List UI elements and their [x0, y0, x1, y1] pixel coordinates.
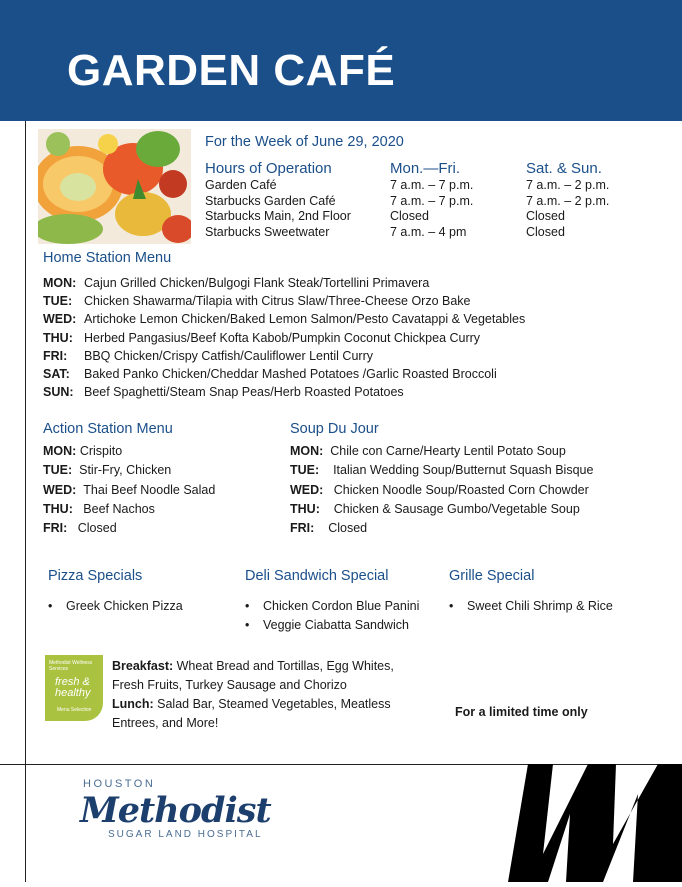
weekend-hours: Closed — [526, 209, 565, 223]
header-band — [0, 0, 682, 121]
list-item — [43, 519, 215, 538]
weekend-hours: Closed — [526, 224, 565, 239]
home-station-title: Home Station Menu — [43, 250, 172, 266]
location-name: Starbucks Main, 2nd Floor — [205, 209, 351, 223]
logo-houston-text: HOUSTON — [83, 778, 156, 790]
day-label: TUE: — [43, 463, 73, 478]
list-item — [290, 481, 593, 500]
hours-row — [205, 209, 645, 225]
grille-special-title: Grille Special — [449, 568, 535, 584]
day-label: THU: — [43, 330, 73, 345]
dish-text: Stir-Fry, Chicken — [79, 463, 172, 478]
dish-text: BBQ Chicken/Crispy Catfish/Cauliflower Lentil Curry — [84, 348, 373, 363]
home-station-list — [43, 274, 525, 401]
day-label: WED: — [290, 482, 324, 497]
pizza-specials-title: Pizza Specials — [48, 568, 143, 584]
page-title: GARDEN CAFÉ — [67, 46, 396, 95]
list-item: • Veggie Ciabatta Sandwich — [243, 616, 419, 635]
dish-text: Closed — [328, 521, 368, 536]
dish-text: Chile con Carne/Hearty Lentil Potato Soup — [330, 444, 566, 458]
hours-table — [205, 160, 645, 240]
day-label: THU: — [43, 501, 73, 516]
weekday-heading: Mon.—Fri. — [390, 160, 461, 177]
weekday-hours: Closed — [390, 209, 429, 223]
location-name: Starbucks Sweetwater — [205, 224, 330, 239]
list-item: • Greek Chicken Pizza — [46, 597, 183, 616]
methodist-m-graphic — [508, 764, 682, 882]
logo-small-text: Methodist Wellness Services — [49, 660, 93, 672]
list-item — [43, 383, 525, 401]
list-item — [43, 274, 525, 292]
weekend-heading: Sat. & Sun. — [526, 160, 602, 177]
dish-text: Closed — [77, 521, 117, 536]
grille-special-list — [447, 597, 613, 616]
day-label: FRI: — [43, 348, 68, 363]
logo-methodist-wordmark: Methodist — [80, 790, 271, 831]
methodist-logo — [80, 778, 270, 848]
logo-sub-text: Menu Selection — [57, 707, 92, 713]
list-item — [290, 442, 593, 461]
weekday-hours: 7 a.m. – 4 pm — [390, 224, 467, 239]
weekend-hours: 7 a.m. – 2 p.m. — [526, 178, 610, 192]
location-name: Starbucks Garden Café — [205, 193, 336, 208]
week-label: For the Week of June 29, 2020 — [205, 134, 404, 150]
list-item: • Chicken Cordon Blue Panini — [243, 597, 419, 616]
fresh-healthy-logo — [45, 655, 103, 721]
dish-text: Crispito — [79, 444, 123, 458]
day-label: FRI: — [290, 521, 315, 536]
weekend-hours: 7 a.m. – 2 p.m. — [526, 193, 610, 208]
logo-main-text: fresh & healthy — [55, 676, 91, 699]
list-item — [43, 310, 525, 328]
lunch-text: Salad Bar, Steamed Vegetables, Meatless Entrees, and More! — [112, 697, 391, 730]
hours-row — [205, 225, 645, 241]
meal-description — [112, 657, 412, 733]
dish-text: Chicken & Sausage Gumbo/Vegetable Soup — [333, 501, 580, 516]
list-item — [43, 292, 525, 310]
weekday-hours: 7 a.m. – 7 p.m. — [390, 193, 474, 208]
produce-photo — [38, 129, 191, 244]
dish-text: Beef Spaghetti/Steam Snap Peas/Herb Roasted Potatoes — [84, 385, 404, 400]
hours-row — [205, 178, 645, 194]
hours-heading: Hours of Operation — [205, 160, 332, 177]
day-label: FRI: — [43, 521, 68, 536]
day-label: TUE: — [43, 294, 73, 309]
weekday-hours: 7 a.m. – 7 p.m. — [390, 178, 474, 192]
list-item — [43, 461, 215, 480]
day-label: MON: — [43, 276, 77, 290]
dish-text: Herbed Pangasius/Beef Kofta Kabob/Pumpkin Coconut Chickpea Curry — [84, 330, 481, 345]
list-item — [43, 481, 215, 500]
list-item — [43, 442, 215, 461]
dish-text: Italian Wedding Soup/Butternut Squash Bisque — [333, 463, 594, 478]
day-label: MON: — [290, 444, 324, 458]
pizza-specials-list — [46, 597, 183, 616]
soup-list — [290, 442, 593, 538]
hours-header-row — [205, 160, 645, 178]
dish-text: Beef Nachos — [83, 501, 155, 516]
breakfast-text: Wheat Bread and Tortillas, Egg Whites, Fresh Fruits, Turkey Sausage and Chorizo — [112, 659, 394, 692]
list-item — [290, 519, 593, 538]
day-label: WED: — [43, 312, 77, 327]
left-rule — [25, 121, 26, 882]
list-item — [43, 329, 525, 347]
list-item — [290, 461, 593, 480]
action-station-title: Action Station Menu — [43, 421, 173, 437]
location-name: Garden Café — [205, 178, 277, 192]
limited-time-note: For a limited time only — [455, 705, 588, 719]
dish-text: Chicken Noodle Soup/Roasted Corn Chowder — [333, 482, 589, 497]
day-label: SUN: — [43, 385, 74, 400]
dish-text: Thai Beef Noodle Salad — [83, 482, 216, 497]
list-item: • Sweet Chili Shrimp & Rice — [447, 597, 613, 616]
list-item — [43, 365, 525, 383]
hours-row — [205, 194, 645, 210]
breakfast-label: Breakfast: — [112, 659, 174, 673]
dish-text: Artichoke Lemon Chicken/Baked Lemon Salmon/Pesto Cavatappi & Vegetables — [84, 312, 526, 327]
dish-text: Baked Panko Chicken/Cheddar Mashed Potatoes /Garlic Roasted Broccoli — [84, 366, 497, 381]
day-label: WED: — [43, 482, 77, 497]
dish-text: Cajun Grilled Chicken/Bulgogi Flank Steak/Tortellini Primavera — [84, 276, 430, 290]
day-label: THU: — [290, 501, 320, 516]
action-station-list — [43, 442, 215, 538]
list-item — [43, 500, 215, 519]
list-item — [290, 500, 593, 519]
list-item — [43, 347, 525, 365]
soup-title: Soup Du Jour — [290, 421, 379, 437]
deli-special-list — [243, 597, 419, 635]
logo-hospital-text: SUGAR LAND HOSPITAL — [108, 829, 263, 840]
day-label: MON: — [43, 444, 77, 458]
deli-special-title: Deli Sandwich Special — [245, 568, 389, 584]
day-label: TUE: — [290, 463, 320, 478]
dish-text: Chicken Shawarma/Tilapia with Citrus Slaw/Three-Cheese Orzo Bake — [84, 294, 471, 309]
day-label: SAT: — [43, 366, 70, 381]
lunch-label: Lunch: — [112, 697, 154, 711]
